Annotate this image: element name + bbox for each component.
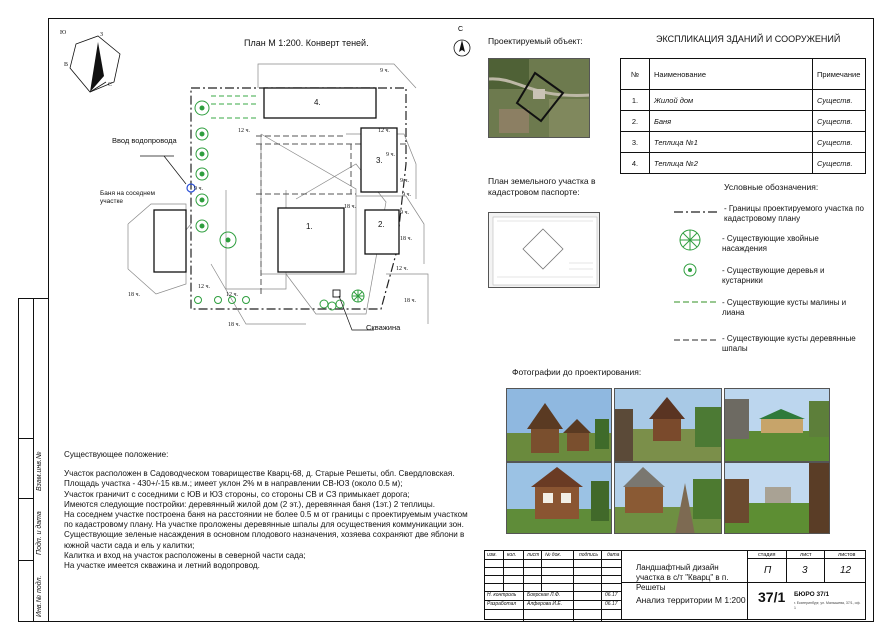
description-paragraph: На участке имеется скважина и летний водопровод. [64,561,260,571]
description-paragraph: Калитка и вход на участок расположены в северной части сада; [64,550,306,560]
legend-item-raspberry: - Существующие кусты малины и лиана [722,298,847,317]
cell-num: 1. [621,90,650,111]
callout-water-inlet: Ввод водопровода [112,136,177,145]
dim-label: 12 ч. [396,266,409,272]
dim-label: 18 ч. [228,322,241,328]
building-2-bath [365,210,399,254]
dim-label: 12 ч. [198,284,211,290]
compass-label-s: С [108,82,113,88]
cell-name: Теплица №2 [650,153,813,174]
description-paragraph: На соседнем участке построена баня на расстоянии не более 0.5 м от границы с проектируемым участком по кадастровому плану. На участке проложены деревянные шпалы для осуществения коммуникации зон. [64,510,468,530]
cell-note: Существ. [813,90,866,111]
firm-name: БЮРО 37/1 [794,591,830,598]
neighbor-bath [154,210,186,272]
table-row [621,153,866,174]
site-photo [614,462,722,534]
legend-item-sleepers: - Существующие кусты деревянные шпалы [722,334,856,353]
compass-rose [70,36,120,92]
title-block [484,550,866,620]
dim-label: 9 ч. [402,192,412,198]
cell-name: Баня [650,111,813,132]
dim-label: 12 ч. [226,292,239,298]
title-block-signatures [484,550,622,620]
tb-stage: П [764,565,772,576]
dim-label: 12 ч. [378,128,391,134]
object-section-title: Проектируемый объект: [488,36,583,46]
table-row [621,111,866,132]
cell-num: 4. [621,153,650,174]
legend-item-conifers: - Существующие хвойные насаждения [722,234,819,253]
cell-note: Существ. [813,132,866,153]
dim-label: 18 ч. [128,292,141,298]
stamp-label-original: Инв.№ подл. [36,575,43,617]
tb-col-change: изм. [487,552,497,558]
stamp-label-replace: Взам.инв.№ [36,451,43,491]
cell-num: 3. [621,132,650,153]
legend-item-trees: - Существующие деревья и кустарники [722,266,825,285]
side-stamp [18,298,48,622]
dim-label: 9 ч. [400,210,410,216]
site-photo [614,388,722,462]
site-photo [724,462,830,534]
tb-role: Разработал [487,601,517,607]
site-plan-drawing [56,24,466,344]
col-header-note: Примечание [813,59,866,90]
tb-date: 06.17 [605,601,618,607]
table-header-row [621,59,866,90]
cell-note: Существ. [813,153,866,174]
conifer-icon [680,230,700,250]
description-paragraph: Существующие зеленые насаждения в основном плодового назначения, хозяева сохраняют две яблони в южной части сада и ель у калитки; [64,530,465,550]
col-header-num: № [621,59,650,90]
tb-name: Боярская Л.Ф. [527,592,561,598]
firm-logo: 37/1 [758,589,786,605]
dim-label: 9 ч. [386,152,396,158]
well-marker [333,290,340,297]
dim-label: 18 ч. [344,204,357,210]
tb-stage-label: стадия [758,552,776,558]
site-photo [724,388,830,462]
object-aerial-image [488,58,590,138]
tb-sheet-label: лист [800,552,812,558]
dim-label: 9 ч. [380,68,390,74]
dim-label: 12 ч. [238,128,251,134]
tb-col-sign: подпись [579,552,598,558]
table-row [621,90,866,111]
tb-sheet: 3 [802,565,808,576]
stamp-label-sign: Подп. и дата [36,511,43,555]
title-block-main [622,550,748,620]
tb-col-doc: № док. [545,552,562,558]
legend-title: Условные обозначения: [724,182,819,192]
compass-label-nw: Ю [60,30,67,36]
table-row [621,132,866,153]
col-header-name: Наименование [650,59,813,90]
callout-well: Скважина [366,323,401,332]
tree-icon [684,264,696,276]
building-label-4: 4. [314,98,321,107]
description-paragraph: Площадь участка - 430+/-15 кв.м.; имеет уклон 2% м в направлении СВ-ЮЗ (около 0.5 м); [64,479,403,489]
cadastral-section-title: План земельного участка в кадастровом паспорте: [488,176,596,197]
cell-name: Теплица №1 [650,132,813,153]
tb-name: Алферова И.Е. [527,601,563,607]
tb-col-sheet: лист [527,552,540,558]
tb-date: 06.17 [605,592,618,598]
building-label-3: 3. [376,156,383,165]
description-title: Существующее положение: [64,450,169,459]
cell-note: Существ. [813,111,866,132]
cell-num: 2. [621,111,650,132]
compass-label-ne: З [100,32,104,38]
dim-label: 9 ч. [194,186,204,192]
description-block [64,450,474,571]
site-photo [506,388,612,462]
tb-role: Н. контроль [487,592,517,598]
tb-sheets: 12 [840,565,852,576]
cadastral-plan-image [488,212,600,288]
building-label-2: 2. [378,220,385,229]
description-paragraph: Имеются следующие постройки: деревянный жилой дом (2 эт.), деревянная баня (1эт.) 2 теплицы. [64,499,435,509]
callout-neighbor-bath: Баня на соседнем участке [100,190,155,205]
compass-label-w: В [64,62,69,68]
dim-label: 18 ч. [400,236,413,242]
title-block-right [748,550,866,620]
tb-col-date: дата [607,552,620,558]
explication-title: ЭКСПЛИКАЦИЯ ЗДАНИЙ И СООРУЖЕНИЙ [656,34,841,44]
svg-text:С: С [458,26,464,33]
dim-label: 9 ч. [400,178,410,184]
tb-sheets-label: листов [838,552,856,558]
tb-col-qty: кол. [507,552,517,558]
cell-name: Жилой дом [650,90,813,111]
photos-section-title: Фотографии до проектирования: [512,367,642,377]
building-1-house [278,208,344,272]
site-photo [506,462,612,534]
legend-symbols [672,196,720,352]
description-paragraph: Участок расположен в Садоводческом товариществе Кварц-68, д. Старые Решеты, обл. Свердловская. [64,469,455,479]
north-arrow-icon [450,22,474,62]
tb-sheet-title: Анализ территории М 1:200 [636,595,746,605]
tb-project-title: Ландшафтный дизайн участка в с/т "Кварц" в п. Решеты [636,563,729,592]
building-label-1: 1. [306,222,313,231]
explication-table [620,58,866,174]
dim-label: 18 ч. [404,298,417,304]
description-paragraph: Участок граничит с соседними с ЮВ и ЮЗ стороны, со стороны СВ и СЗ примыкает дорога; [64,489,410,499]
legend-item-boundary: - Границы проектируемого участка по кадастровому плану [724,204,865,223]
firm-address: г. Екатеринбург, ул. Малышева, 37/1, оф. 1 [794,601,861,610]
plan-title: План М 1:200. Конверт теней. [244,38,369,48]
